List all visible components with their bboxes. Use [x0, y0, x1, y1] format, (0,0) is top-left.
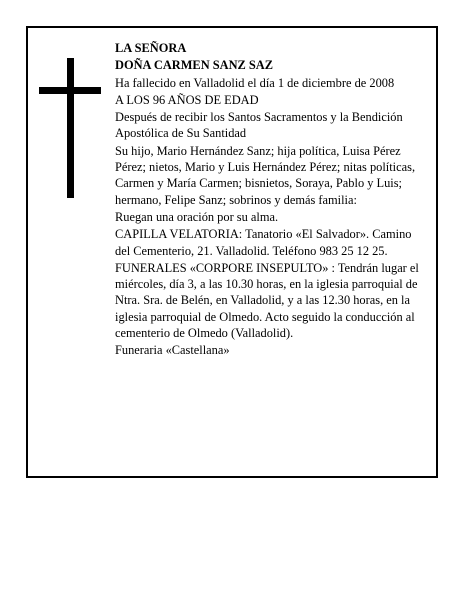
cross-vertical-bar — [67, 58, 74, 198]
notice-title: LA SEÑORA — [115, 41, 187, 55]
chapel-info: CAPILLA VELATORIA: Tanatorio «El Salvador». Camino del Cementerio, 21. Valladolid. Teléfono 983 25 12 25. — [115, 227, 412, 258]
family-list: Su hijo, Mario Hernández Sanz; hija política, Luisa Pérez Pérez; nietos, Mario y Luis Hernández Pérez; nitas políticas, Carmen y María Carmen; bisnietos, Soraya, Pablo y Luis; hermano, Felipe Sanz; sobrinos y demás familia: — [115, 143, 416, 207]
prayer-request: Ruegan una oración por su alma. — [115, 209, 279, 224]
cross-horizontal-bar — [39, 87, 101, 94]
age-statement: A LOS 96 AÑOS DE EDAD — [115, 92, 259, 107]
obituary-notice — [26, 26, 438, 478]
funeral-info: FUNERALES «CORPORE INSEPULTO» : Tendrán lugar el miércoles, día 3, a las 10.30 horas, en la iglesia parroquial de Ntra. Sra. de Belén, en Valladolid, y a las 12.30 horas, en la iglesia parroquial de Olmedo. Acto seguido la conducción al cementerio de Olmedo (Valladolid). — [115, 260, 419, 341]
death-statement: Ha fallecido en Valladolid el día 1 de diciembre de 2008 — [115, 75, 395, 90]
deceased-name: DOÑA CARMEN SANZ SAZ — [115, 58, 273, 73]
funeral-home: Funeraria «Castellana» — [115, 343, 230, 358]
sacraments-statement: Después de recibir los Santos Sacramentos y la Bendición Apostólica de Su Santidad — [115, 110, 403, 141]
notice-text — [115, 40, 423, 360]
